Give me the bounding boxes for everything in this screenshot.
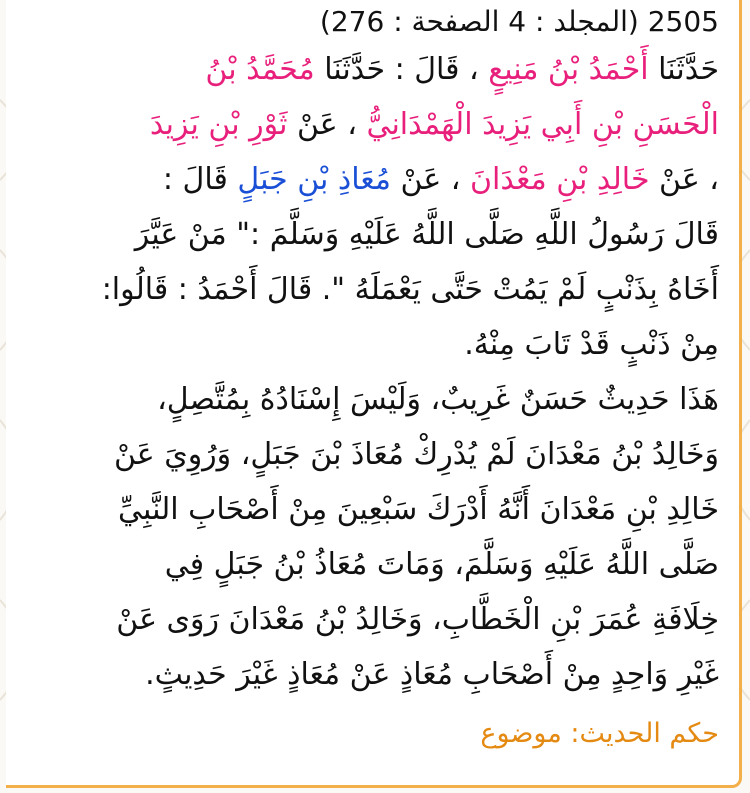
hadith-number: 2505 xyxy=(647,5,719,38)
matn-line: أَخَاهُ بِذَنْبٍ لَمْ يَمُتْ حَتَّى يَعْمَلَهُ ". قَالَ أَحْمَدُ : قَالُوا: xyxy=(101,272,719,307)
narrator-link[interactable]: مُحَمَّدُ بْنُ xyxy=(205,52,315,87)
commentary-line: صَلَّى اللَّهُ عَلَيْهِ وَسَلَّمَ، وَمَاتَ مُعَاذُ بْنُ جَبَلٍ فِي xyxy=(164,547,719,582)
narrator-link[interactable]: خَالِدِ بْنِ مَعْدَانَ xyxy=(470,162,650,197)
commentary-line: غَيْرِ وَاحِدٍ مِنْ أَصْحَابِ مُعَاذٍ عَنْ مُعَاذٍ غَيْرَ حَدِيثٍ. xyxy=(145,657,719,692)
hadith-content xyxy=(22,2,719,761)
narrator-link[interactable]: الْحَسَنِ بْنِ أَبِي يَزِيدَ الْهَمْدَانِيُّ xyxy=(366,107,719,142)
hadith-volume-page: (المجلد : 4 الصفحة : 276) xyxy=(319,5,639,38)
narrator-link[interactable]: أَحْمَدُ بْنُ مَنِيعٍ xyxy=(488,52,649,87)
isnad-text: ، عَنْ xyxy=(287,107,367,142)
matn-line: مِنْ ذَنْبٍ قَدْ تَابَ مِنْهُ. xyxy=(464,327,719,362)
isnad-text: ، عَنْ xyxy=(649,162,719,197)
isnad-text: ، عَنْ xyxy=(390,162,470,197)
isnad-line xyxy=(22,97,719,152)
commentary-line: وَخَالِدُ بْنُ مَعْدَانَ لَمْ يُدْرِكْ مُعَاذَ بْنَ جَبَلٍ، وَرُوِيَ عَنْ xyxy=(113,437,719,472)
isnad-text: قَالَ : xyxy=(162,162,238,197)
isnad-line xyxy=(22,42,719,97)
hadith-header xyxy=(22,2,719,42)
hadith-verdict: حكم الحديث: موضوع xyxy=(480,718,719,749)
isnad-line xyxy=(22,152,719,207)
companion-link[interactable]: مُعَاذِ بْنِ جَبَلٍ xyxy=(237,162,391,197)
narrator-link[interactable]: ثَوْرِ بْنِ يَزِيدَ xyxy=(149,107,288,142)
commentary-line: خَالِدِ بْنِ مَعْدَانَ أَنَّهُ أَدْرَكَ سَبْعِينَ مِنْ أَصْحَابِ النَّبِيِّ xyxy=(118,492,719,527)
matn-line: قَالَ رَسُولُ اللَّهِ صَلَّى اللَّهُ عَلَيْهِ وَسَلَّمَ :" مَنْ عَيَّرَ xyxy=(134,217,719,252)
isnad-text: ، قَالَ : حَدَّثَنَا xyxy=(314,52,489,87)
commentary-line: هَذَا حَدِيثٌ حَسَنٌ غَرِيبٌ، وَلَيْسَ إِسْنَادُهُ بِمُتَّصِلٍ، xyxy=(157,382,719,417)
hadith-card xyxy=(6,0,742,788)
commentary-line: خِلَافَةِ عُمَرَ بْنِ الْخَطَّابِ، وَخَالِدُ بْنُ مَعْدَانَ رَوَى عَنْ xyxy=(116,602,719,637)
isnad-text: حَدَّثَنَا xyxy=(648,52,719,87)
